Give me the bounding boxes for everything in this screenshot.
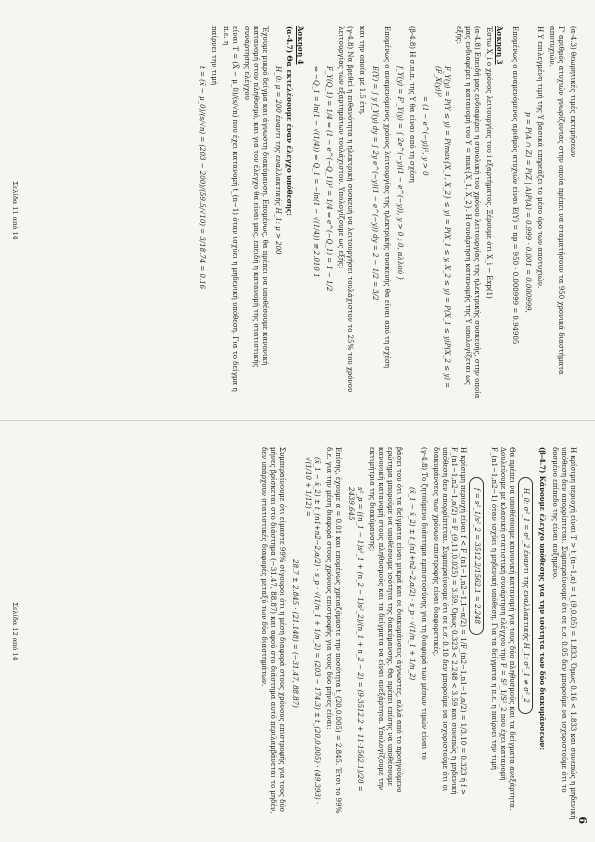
paragraph: Επίσης, έχουμε α = 0.01 και επομένως χρειαζόμαστε την ποσότητα t_(20,0.005) = 2.845. Έτσι το 99% δ.ε. για την μέση διαφορά στους χρόνους επιστροφής για τους δύο μήνες είναι:: [325, 447, 342, 814]
paragraph: (γ-4.8) Το ζητούμενο διάστημα εμπιστοσύνης για τη διαφορά των μέσων τιμών είναι το: [420, 447, 428, 760]
paragraph: Επομένως ο αναμενόμενος αριθμός ατυχιών είναι E(Y) = np = 950 · 0.000999 = 0.94905: [511, 26, 519, 345]
paragraph: Έχουμε μικρό δείγμα και άγνωστη διακύμανση. Επομένως, θα πρέπει να υποθέσουμε κανονική κατανομή στον πληθυσμό, και για τον έλεγχο θα είναι μας, επειδή η κατανομή της στατιστικής συνάρτησης ελέγχου: [243, 26, 269, 368]
paragraph: παίρνει την τιμή: [210, 26, 218, 85]
equation: ⇔ −Q_1 = ln(1 − √(1/4)) ⇔ Q_1 = −ln(1 − √(1/4)) ≅ 2.010 1: [312, 66, 320, 278]
page-footer: Σελίδα 12 από 14: [11, 602, 19, 661]
paragraph: Η κρίσιμη περιοχή είναι f < F_(n1−1,n2−1,1−α/2) = 1/F_(n2−1,n1−1,α/2) = 1/3.10 = 0.323 ή f > F_(n1−1,n2−1,α/2) = F_(9,11,0.025) = 3.59. Όμως 0.323 < 2.248 < 3.59 και συνεπώς η μηδενική υπόθεση δεν απορρίπτεται. Συμπεραίνουμε ότι σε ε.σ. 0.10 δεν μπορούμε να ισχυριστούμε ότι οι διακυμάνσεις των χρόνων επιστροφής είναι διαφορετικές.: [432, 447, 467, 795]
subsection-title: (β-4.7) Κάνουμε έλεγχο υπόθεσης για την ισότητα των δύο διακυμάνσεων:: [538, 447, 547, 750]
equation: (x̄_1 − x̄_2) ± t_(n1+n2−2,α/2) · s_p · √(1/n_1 + 1/n_2) = (203 − 174.3) ± t_(20,0.005) · (49.393) · √(1/10 + 1/12) =: [304, 457, 321, 805]
equation: f_Y(y) = F'_Y(y) = { 2e^(−y)(1 − e^(−y)), y > 0 ; 0, αλλού }: [396, 66, 404, 281]
equation: t = (x̄ − μ_0)/(s/√n) = (203 − 200)/(59.5/√10) = 3/18.74 = 0.16: [198, 66, 206, 290]
equation: (x̄_1 − x̄_2) ± t_(n1+n2−2,α/2) · s_p · √(1/n_1 + 1/n_2): [408, 487, 416, 681]
paragraph: Συμπεραίνουμε ότι είμαστε 99% σίγουροι ότι η μέση διαφορά στους χρόνους επιστροφής για τους δύο μήνες βρίσκεται στο διάστημα (−31.47, 88.87) και αφού στο διάστημα αυτό περιλαμβάνεται το μηδέν, δεν υπάρχουν στατιστικές διαφορές μεταξύ των δύο διαστημάτων.: [260, 447, 286, 814]
page-footer: Σελίδα 11 από 14: [11, 181, 19, 240]
equation: F_Y(y) = P(Y ≤ y) = P(max{X_1, X_2} ≤ y) = P(X_1 ≤ y, X_2 ≤ y) = P(X_1 ≤ y)P(X_2 ≤ y) = (F_X(y))²: [434, 66, 451, 389]
section-title-exercise-3: Άσκηση 3: [495, 26, 504, 65]
section-title-exercise-4: Άσκηση 4: [296, 26, 305, 65]
paragraph: Θα πρέπει να υποθέσουμε κανονική κατανομή για τους δύο πληθυσμούς και τα δείγματα ανεξάρτητα. Δουλεύουμε με κλασική στατιστική συνάρτηση ελέγχου την F = S²_1/S²_2 που έχει κατανομή F_(n1−1,n2−1) όταν ισχύει η μηδενική υπόθεση. Για τα δείγματα η π.ε. η παίρνει την τιμή: [490, 447, 516, 811]
hypothesis-box: H_0: σ²_1 = σ²_2 έναντι της εναλλακτικής H_1: σ²_1 ≠ σ²_2: [518, 477, 533, 714]
paragraph: (β-4.8) Η σ.π.π. της Y θα είναι από τη σχέση: [408, 26, 416, 183]
equation: s²_p = ((n_1 − 1)s²_1 + (n_2 − 1)s²_2)/(n_1 + n_2 − 2) = (9·3512.2 + 11·1562.1)/20 = 2439.645: [347, 487, 364, 792]
equation: p = P(A ∩ Z) = P(Z | A)P(A) = 0.999 · 0.001 = 0.000999,: [524, 112, 532, 313]
f-statistic-box: f = s²_1/s²_2 = 3512.2/1562.1 = 2.248: [469, 477, 484, 635]
equation: E(Y) = ∫ y f_Y(y) dy = ∫ 2y e^(−y)(1 − e^(−y)) dy = 2 − 1/2 = 3/2: [371, 66, 379, 301]
paragraph: και την οποία με 1.5 έτη.: [358, 26, 366, 116]
paragraph: είναι T = (X̄ − μ_0)/(s/√n) που έχει κατανομή t_(n−1) όταν ισχύει η μηδενική υπόθεση. Για το δείγμα η π.ε. η: [222, 26, 239, 392]
equation: 28.7 ± 2.845 · (21.148) = (−31.47, 88.87): [291, 559, 299, 708]
equation: F_Y(Q_1) = 1/4 ⇔ (1 − e^(−Q_1))² = 1/4 ⇔ e^(−Q_1) = 1 − 1/2: [325, 66, 333, 292]
hypothesis: H_0: μ = 200 έναντι της εναλλακτικής H_1: μ > 200: [274, 66, 282, 255]
paragraph: Έστω X_i ο χρόνος λειτουργίας του i εξαρτήματος. Ξέρουμε ότι X_i ~ Exp(1): [485, 26, 493, 299]
paragraph: βάσει του ότι τα δείγματα είναι μικρά και οι διακυμάνσεις άγνωστες, αλλά από το προηγούμενο ερώτημα μπορούμε να υποθέσουμε ισότητα της διακύμανσης. Θα πρέπει επίσης να υποθέσουμε κανονική κατανομή στους πληθυσμούς και τα δείγματα να είναι ανεξάρτητα. Υπολογίζουμε την εκτιμήτρια της διακύμανσης:: [368, 447, 403, 793]
page-12: [0, 421, 595, 842]
equation: = (1 − e^(−y))², y > 0: [421, 96, 429, 176]
subsection-title: (α-4.7) Θα εκτελέσουμε έναν έλεγχο υπόθεσης:: [285, 26, 294, 216]
paragraph: Επομένως ο αναμενόμενος χρόνος λειτουργίας της ηλεκτρικής συσκευής θα είναι από τη σχέση: [383, 26, 391, 368]
paragraph: (α-4.3) θεωρητικές τιμές εκτιμήσεων: [569, 26, 577, 158]
paragraph: Η κρίσιμη περιοχή είναι T > t_(n−1,α) = t_(9,0.05) = 1.833. Όμως 0.16 < 1.833 και συνεπώς η μηδενική υπόθεση δεν απορρίπτεται. Συμπεραίνουμε ότι σε ε.σ. 0.05 δεν μπορούμε να ισχυριστούμε ότι το δοσμένο επίπεδο της είναι αυξημένο.: [551, 447, 577, 820]
paragraph: Γ' αριθμός ατυχιών γνωρίζοντας στην οποία πρέπει να σταματήσουν τα 950 χρονικά διαστήματα αποτυχιών.: [548, 26, 565, 375]
paragraph: (γ-4.8) Να βρεθεί η πιθανότητα η ηλεκτρική συσκευή να λειτουργήσει τουλάχιστον το 25% του χρόνου λειτουργίας των εξαρτημάτων τουλάχιστον. Υπολογίζουμε ως εξής:: [337, 26, 354, 393]
paragraph: (α-4.8) Επειδή μας ενδιαφέρει η συνολική του χρόνου λειτουργίας της ηλεκτρικής συσκευής, στην οποία μας ενδιαφέρει η κατανομή του Y = max{X_1, X_2}. Η συνάρτηση κατανομής της Y υπολογίζεται ως εξής:: [455, 26, 481, 399]
paragraph: Η Υ επιλεγμένη τιμή της Υ βασικά επηρεάζει το μέσο όρο των αποτυχιών.: [536, 26, 544, 289]
page-number: 6: [576, 816, 589, 824]
